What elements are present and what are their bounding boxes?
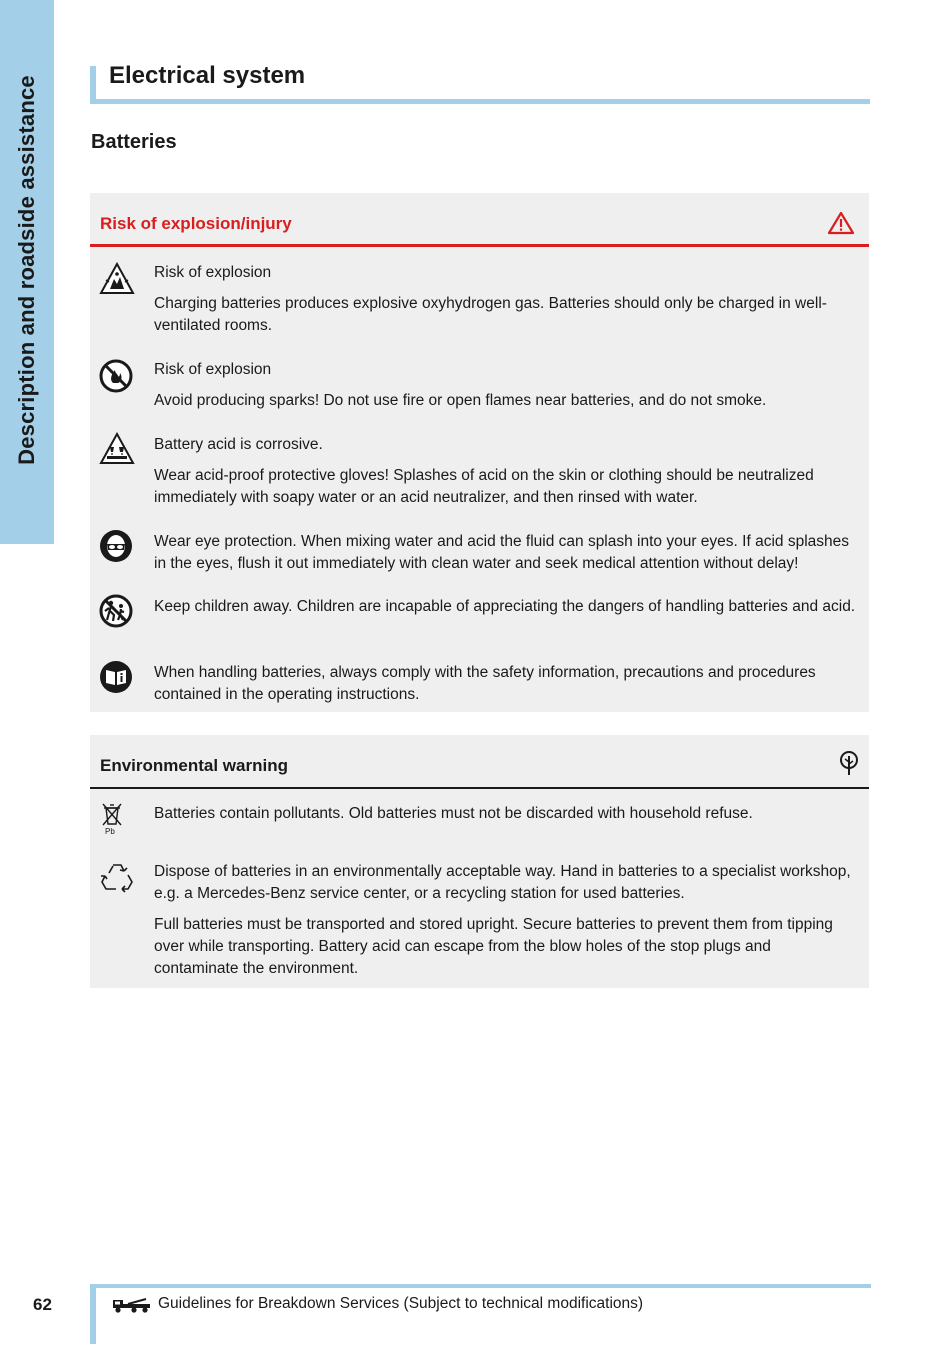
- warning-item-text: Keep children away. Children are incapable of appreciating the dangers of handling batteries and acid.: [154, 598, 856, 615]
- chapter-side-tab: [0, 0, 54, 544]
- footer-rule: [90, 1284, 871, 1288]
- warning-item: [90, 359, 869, 412]
- tree-icon: [839, 750, 859, 781]
- keep-children-away-icon: [99, 594, 135, 630]
- environmental-item-text: Full batteries must be transported and stored upright. Secure batteries to prevent them from tipping over while transporting. Battery acid can escape from the blow holes of the stop plugs and contaminate the environment.: [154, 916, 833, 977]
- warning-box: [90, 193, 869, 712]
- read-manual-icon: [99, 660, 135, 696]
- pb-label: Pb: [105, 827, 115, 836]
- corrosive-hazard-icon: [99, 432, 135, 468]
- crossed-bin-pb-icon: [100, 802, 136, 838]
- chapter-header: [90, 62, 870, 104]
- warning-item: [90, 434, 869, 509]
- warning-item-text: Charging batteries produces explosive oxyhydrogen gas. Batteries should only be charged in well-ventilated rooms.: [154, 295, 827, 334]
- warning-item-heading: Risk of explosion: [154, 264, 272, 281]
- eye-protection-icon: [99, 529, 135, 565]
- page-number: 62: [33, 1295, 52, 1314]
- environmental-item: [90, 861, 869, 980]
- section-title: Batteries: [91, 131, 177, 153]
- chapter-side-label: Description and roadside assistance: [14, 75, 39, 465]
- warning-item-text: Wear acid-proof protective gloves! Splashes of acid on the skin or clothing should be neutralized immediately with soapy water or an acid neutralizer, and then rinsed with water.: [154, 467, 814, 506]
- environmental-item-text: Batteries contain pollutants. Old batteries must not be discarded with household refuse.: [154, 805, 753, 822]
- warning-item: [90, 662, 869, 706]
- warning-triangle-icon: [827, 211, 855, 240]
- environmental-item: [90, 803, 869, 836]
- recycling-icon: [100, 861, 136, 897]
- explosive-hazard-icon: [99, 262, 135, 298]
- footer-accent-bar: [90, 1284, 96, 1344]
- warning-item-text: Wear eye protection. When mixing water and acid the fluid can splash into your eyes. If acid splashes in the eyes, flush it out immediately with clean water and seek medical attention without delay!: [154, 533, 849, 572]
- chapter-title: Electrical system: [109, 62, 306, 89]
- warning-item-text: When handling batteries, always comply with the safety information, precautions and procedures contained in the operating instructions.: [154, 664, 816, 703]
- warning-item-text: Avoid producing sparks! Do not use fire or open flames near batteries, and do not smoke.: [154, 392, 767, 409]
- environmental-box-header: [90, 735, 869, 789]
- no-fire-no-smoking-icon: [99, 359, 135, 395]
- footer-text: Guidelines for Breakdown Services (Subject to technical modifications): [158, 1295, 644, 1312]
- warning-item: [90, 262, 869, 337]
- warning-item: [90, 596, 869, 618]
- environmental-box-title: Environmental warning: [100, 756, 288, 775]
- warning-box-header: [90, 193, 869, 247]
- warning-item-heading: Battery acid is corrosive.: [154, 436, 323, 453]
- warning-item-heading: Risk of explosion: [154, 361, 272, 378]
- warning-item: [90, 531, 869, 575]
- environmental-item-text: Dispose of batteries in an environmentally acceptable way. Hand in batteries to a specialist workshop, e.g. a Mercedes-Benz service center, or a recycling station for used batteries.: [154, 863, 851, 902]
- warning-box-title: Risk of explosion/injury: [100, 214, 292, 233]
- environmental-box: [90, 735, 869, 988]
- tow-truck-icon: [112, 1296, 152, 1319]
